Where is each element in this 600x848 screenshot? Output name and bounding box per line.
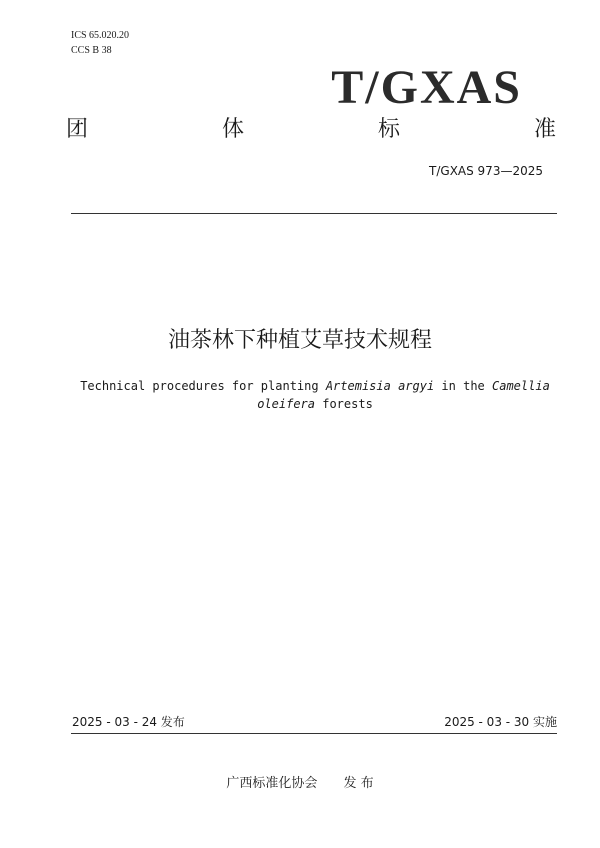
- species-name: Camellia oleifera: [257, 379, 550, 411]
- publisher-name: 广西标准化协会: [226, 776, 318, 791]
- title-english-part: forests: [315, 397, 373, 411]
- doc-type-char: 标: [377, 117, 400, 142]
- classification-codes: [71, 28, 129, 58]
- header-divider: [71, 213, 557, 214]
- document-number: T/GXAS 973—2025: [429, 164, 543, 178]
- publisher-line: [0, 775, 600, 793]
- title-english-part: Technical procedures for planting: [80, 379, 326, 393]
- ccs-code: CCS B 38: [71, 45, 112, 56]
- species-name: Artemisia argyi: [325, 379, 435, 393]
- title-english-part: in the: [434, 379, 492, 393]
- document-type: [66, 115, 556, 145]
- doc-type-char: 团: [66, 117, 89, 142]
- ics-code: ICS 65.020.20: [71, 30, 130, 41]
- doc-type-char: 准: [533, 117, 556, 142]
- publish-action: 发 布: [343, 776, 374, 791]
- title-english: [80, 377, 550, 413]
- doc-type-char: 体: [221, 117, 244, 142]
- effective-date: 2025 - 03 - 30 实施: [444, 715, 557, 729]
- issue-date: 2025 - 03 - 24 发布: [72, 715, 185, 729]
- standard-logo: T/GXAS: [331, 61, 522, 114]
- title-chinese: 油茶林下种植艾草技术规程: [167, 328, 432, 353]
- footer-divider: [71, 733, 557, 734]
